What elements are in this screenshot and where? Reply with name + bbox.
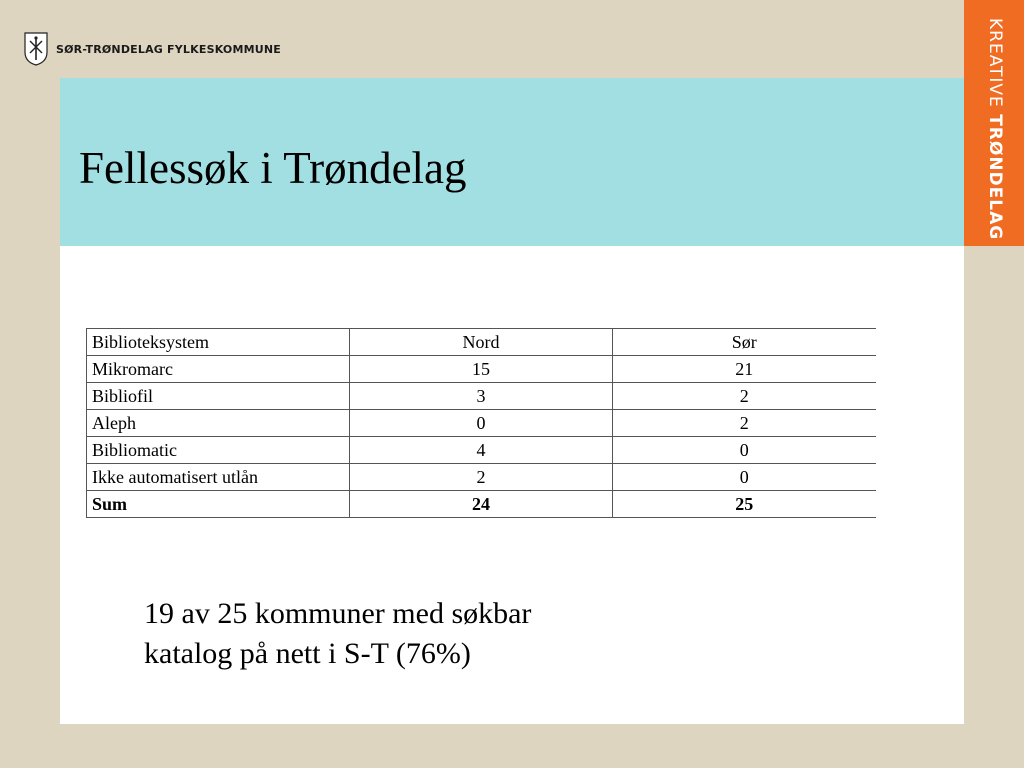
brand-label [985, 18, 1005, 240]
summary-note [144, 594, 664, 674]
table-cell: Mikromarc [87, 356, 350, 383]
table-cell: 2 [350, 464, 613, 491]
summary-note-line: 19 av 25 kommuner med søkbar [144, 597, 532, 630]
table-row [87, 383, 876, 410]
table-header-cell: Biblioteksystem [87, 329, 350, 356]
brand-label-bold: TRØNDELAG [985, 114, 1005, 241]
table-header-row [87, 329, 876, 356]
table-sum-row [87, 491, 876, 518]
library-system-table [86, 328, 876, 518]
table-row [87, 410, 876, 437]
org-logo [24, 32, 281, 66]
table-cell: 0 [350, 410, 613, 437]
table-row [87, 356, 876, 383]
table-cell: 2 [613, 383, 876, 410]
table-cell: 0 [613, 437, 876, 464]
summary-note-line: katalog på nett i S-T (76%) [144, 637, 471, 670]
table-header-cell: Sør [613, 329, 876, 356]
table-cell: 21 [613, 356, 876, 383]
slide-title: Fellessøk i Trøndelag [79, 143, 467, 193]
table-cell: 15 [350, 356, 613, 383]
table-row [87, 437, 876, 464]
table-cell: 0 [613, 464, 876, 491]
table-cell: Bibliofil [87, 383, 350, 410]
table-cell: 4 [350, 437, 613, 464]
table-cell: 3 [350, 383, 613, 410]
table-cell: Bibliomatic [87, 437, 350, 464]
table-sum-cell: Sum [87, 491, 350, 518]
table-row [87, 464, 876, 491]
coat-of-arms-icon [24, 32, 48, 66]
table-sum-cell: 24 [350, 491, 613, 518]
table-cell: Aleph [87, 410, 350, 437]
table-header-cell: Nord [350, 329, 613, 356]
table-sum-cell: 25 [613, 491, 876, 518]
table-cell: 2 [613, 410, 876, 437]
org-name: SØR-TRØNDELAG FYLKESKOMMUNE [56, 42, 282, 56]
brand-label-light: KREATIVE [985, 18, 1005, 108]
table-cell: Ikke automatisert utlån [87, 464, 350, 491]
